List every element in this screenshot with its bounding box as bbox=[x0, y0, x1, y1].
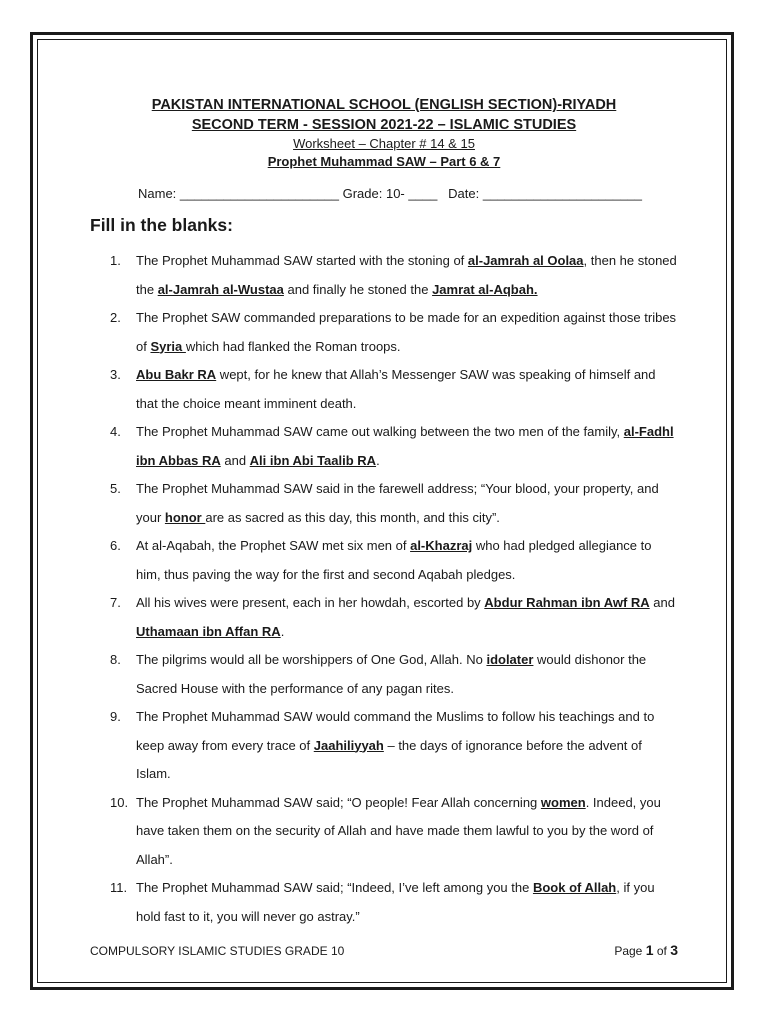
question-text bbox=[136, 247, 678, 304]
page-total: 3 bbox=[670, 942, 678, 958]
question-segment: are as sacred as this day, this month, and this city”. bbox=[205, 509, 500, 525]
question-segment: The pilgrims would all be worshippers of One God, Allah. No bbox=[136, 652, 487, 667]
question-segment: – the days of ignorance before the advent of Islam. bbox=[136, 737, 642, 781]
question-text bbox=[136, 589, 678, 646]
question-segment: The Prophet SAW commanded preparations to be made for an expedition against those tribes of bbox=[136, 310, 677, 354]
grade-blank: ____ bbox=[408, 186, 438, 201]
question-segment: The Prophet Muhammad SAW said; “Indeed, I’ve left among you the bbox=[136, 880, 533, 895]
question-segment: The Prophet Muhammad SAW said in the farewell address; “Your blood, your property, and your bbox=[136, 481, 659, 525]
question-text bbox=[136, 646, 678, 703]
grade-label: Grade: 10- bbox=[342, 186, 405, 201]
name-blank: ______________________ bbox=[179, 186, 339, 201]
question-item bbox=[110, 304, 678, 361]
question-item bbox=[110, 247, 678, 304]
date-label: Date: bbox=[448, 186, 480, 201]
question-segment: . bbox=[280, 623, 285, 639]
answer-text: al-Jamrah al-Wustaa bbox=[157, 281, 284, 297]
answer-text: women bbox=[540, 794, 586, 810]
question-segment: , if you hold fast to it, you will never go astray.” bbox=[136, 880, 655, 924]
question-number: 10. bbox=[110, 794, 129, 810]
question-segment: At al-Aqabah, the Prophet SAW met six men of bbox=[136, 538, 411, 553]
answer-text: al-Jamrah al Oolaa bbox=[467, 253, 584, 268]
answer-text: Uthamaan ibn Affan RA bbox=[136, 623, 281, 639]
question-segment: and bbox=[220, 452, 250, 468]
answer-text: Book of Allah bbox=[532, 880, 617, 895]
question-item bbox=[110, 418, 678, 475]
question-segment: The Prophet Muhammad SAW started with the stoning of bbox=[136, 253, 468, 268]
answer-text: honor bbox=[164, 509, 206, 525]
question-text bbox=[136, 418, 678, 475]
question-text bbox=[136, 874, 678, 931]
question-text bbox=[136, 304, 678, 361]
question-number: 1. bbox=[110, 253, 121, 268]
worksheet-header bbox=[40, 95, 728, 171]
school-name: PAKISTAN INTERNATIONAL SCHOOL (ENGLISH SECTION)-RIYADH bbox=[151, 97, 617, 113]
question-number: 11. bbox=[110, 880, 128, 895]
question-segment: which had flanked the Roman troops. bbox=[185, 338, 401, 354]
student-info-line bbox=[138, 186, 642, 201]
question-segment: wept, for he knew that Allah’s Messenger SAW was speaking of himself and that the choice meant imminent death. bbox=[136, 367, 656, 411]
page-current: 1 bbox=[645, 942, 654, 958]
question-segment: The Prophet Muhammad SAW said; “O people! Fear Allah concerning bbox=[136, 794, 541, 810]
footer-course: COMPULSORY ISLAMIC STUDIES GRADE 10 bbox=[90, 944, 345, 958]
question-segment: and finally he stoned the bbox=[283, 281, 433, 297]
answer-text: al-Khazraj bbox=[410, 538, 473, 553]
section-title: Fill in the blanks: bbox=[90, 215, 233, 235]
question-segment: The Prophet Muhammad SAW would command the Muslims to follow his teachings and to keep away from every trace of bbox=[136, 709, 655, 753]
question-number: 3. bbox=[110, 367, 121, 382]
question-segment: would dishonor the Sacred House with the performance of any pagan rites. bbox=[136, 652, 647, 696]
question-segment: All his wives were present, each in her howdah, escorted by bbox=[136, 595, 485, 610]
question-text bbox=[136, 475, 678, 532]
answer-text: Abdur Rahman ibn Awf RA bbox=[484, 595, 650, 610]
question-text bbox=[136, 789, 678, 875]
question-segment: , then he stoned the bbox=[136, 253, 677, 297]
question-item bbox=[110, 646, 678, 703]
question-item bbox=[110, 589, 678, 646]
worksheet-title: Worksheet – Chapter # 14 & 15 bbox=[293, 136, 475, 151]
answer-text: Syria bbox=[150, 338, 186, 354]
question-list bbox=[110, 247, 678, 931]
date-blank: ______________________ bbox=[482, 186, 642, 201]
answer-text: Jamrat al-Aqbah. bbox=[432, 281, 538, 297]
answer-text: Abu Bakr RA bbox=[136, 367, 217, 382]
question-segment: and bbox=[649, 595, 675, 610]
question-number: 2. bbox=[110, 310, 121, 325]
question-number: 8. bbox=[110, 652, 121, 667]
answer-text: Ali ibn Abi Taalib RA bbox=[249, 452, 377, 468]
page-of: of bbox=[656, 944, 667, 958]
question-number: 7. bbox=[110, 595, 121, 610]
question-item bbox=[110, 874, 678, 931]
question-number: 5. bbox=[110, 481, 121, 496]
answer-text: idolater bbox=[486, 652, 534, 667]
question-item bbox=[110, 361, 678, 418]
question-item bbox=[110, 703, 678, 789]
question-segment: . bbox=[376, 452, 380, 468]
answer-text: Jaahiliyyah bbox=[313, 737, 384, 753]
name-label: Name: bbox=[138, 186, 177, 201]
question-segment: . Indeed, you have taken them on the security of Allah and have made them lawful to you by the word of Allah”. bbox=[136, 794, 661, 867]
question-item bbox=[110, 532, 678, 589]
question-segment: who had pledged allegiance to him, thus paving the way for the first and second Aqabah pledges. bbox=[136, 538, 652, 582]
topic-title: Prophet Muhammad SAW – Part 6 & 7 bbox=[267, 154, 501, 169]
question-number: 6. bbox=[110, 538, 121, 553]
question-number: 4. bbox=[110, 424, 121, 439]
term-title: SECOND TERM - SESSION 2021-22 – ISLAMIC STUDIES bbox=[191, 117, 577, 133]
question-item bbox=[110, 475, 678, 532]
question-text bbox=[136, 703, 678, 789]
question-number: 9. bbox=[110, 709, 121, 724]
question-segment: The Prophet Muhammad SAW came out walking between the two men of the family, bbox=[136, 424, 624, 439]
answer-text: al-Fadhl ibn Abbas RA bbox=[136, 424, 674, 468]
footer-page-number bbox=[614, 942, 678, 958]
page-label: Page bbox=[614, 944, 643, 958]
question-text bbox=[136, 361, 678, 418]
question-text bbox=[136, 532, 678, 589]
question-item bbox=[110, 789, 678, 875]
